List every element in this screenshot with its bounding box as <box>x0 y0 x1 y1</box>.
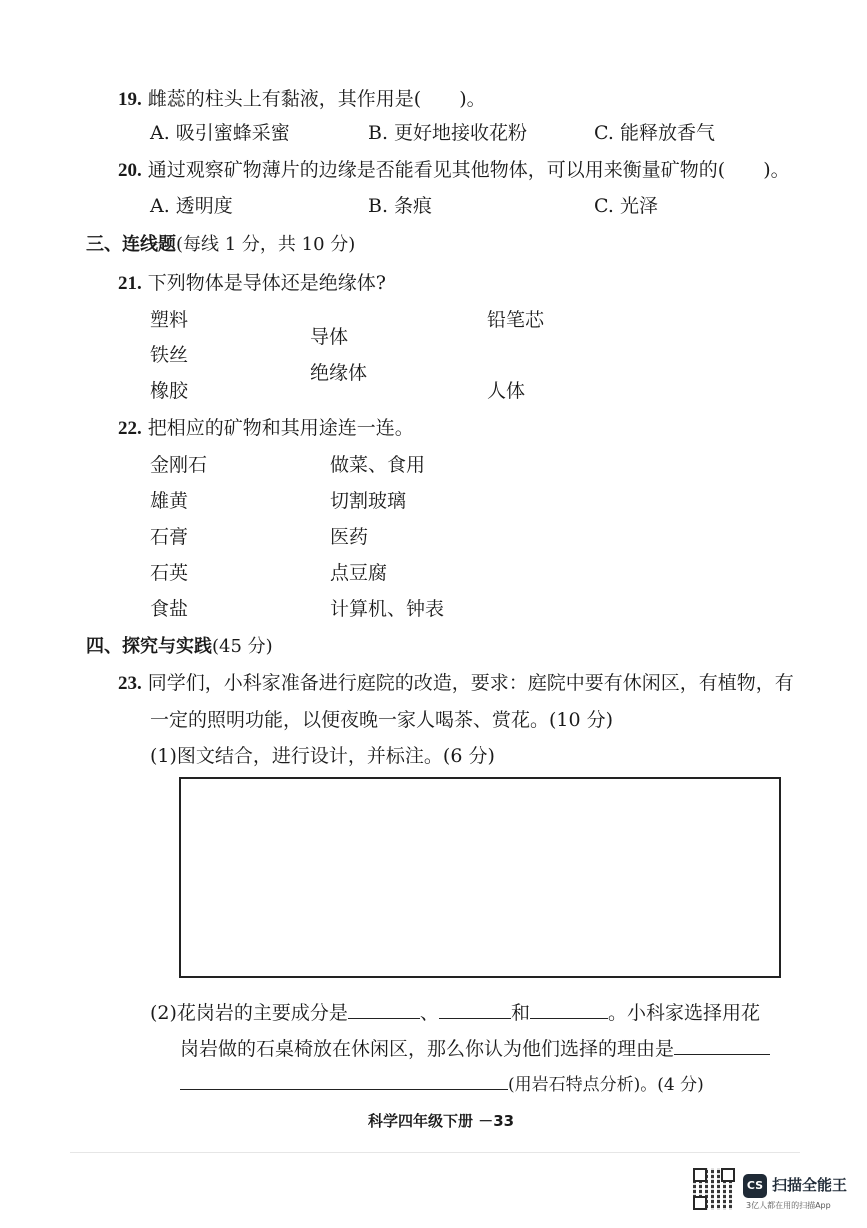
design-drawing-area[interactable] <box>179 777 781 978</box>
answer-blank-1[interactable] <box>348 1000 420 1019</box>
section-3-heading <box>86 230 355 256</box>
mineral-item: 食盐 <box>150 598 189 620</box>
footer-divider <box>70 1152 800 1153</box>
mineral-item: 石膏 <box>150 526 189 548</box>
and-text: 和 <box>510 1002 530 1024</box>
section-note: (每线 1 分，共 10 分) <box>176 234 356 255</box>
question-number: 21. <box>118 273 142 294</box>
question-stem-line2: 一定的照明功能，以便夜晚一家人喝茶、赏花。(10 分) <box>150 709 614 731</box>
sub-question-2-reason-text: 岗岩做的石桌椅放在休闲区，那么你认为他们选择的理由是 <box>180 1038 675 1060</box>
sub-question-2-text: (2)花岗岩的主要成分是 <box>150 1002 348 1024</box>
option-a: A. 透明度 <box>150 195 233 217</box>
question-number: 22. <box>118 418 142 439</box>
answer-blank-4[interactable] <box>674 1036 770 1055</box>
use-item: 切割玻璃 <box>330 490 407 512</box>
match-right-item: 人体 <box>487 380 526 402</box>
sub-question-2-line1 <box>150 998 760 1025</box>
match-right-item: 铅笔芯 <box>487 309 545 331</box>
sub-question-2-line2 <box>180 1034 770 1061</box>
use-item: 点豆腐 <box>330 562 388 584</box>
mineral-item: 金刚石 <box>150 454 208 476</box>
question-number: 19. <box>118 89 142 110</box>
option-c: C. 光泽 <box>594 195 658 217</box>
question-stem-line1: 同学们，小科家准备进行庭院的改造，要求：庭院中要有休闲区，有植物，有 <box>147 672 794 694</box>
mineral-item: 石英 <box>150 562 189 584</box>
watermark-subtitle: 3亿人都在用的扫描App <box>746 1201 831 1210</box>
match-middle-item: 导体 <box>310 326 349 348</box>
answer-blank-3[interactable] <box>530 1000 608 1019</box>
qr-code-icon <box>693 1168 735 1210</box>
question-21 <box>118 268 386 295</box>
match-middle-item: 绝缘体 <box>310 362 368 384</box>
sub-question-2-text-cont: 。小科家选择用花 <box>607 1002 760 1024</box>
question-stem: 通过观察矿物薄片的边缘是否能看见其他物体，可以用来衡量矿物的( )。 <box>147 159 790 181</box>
use-item: 计算机、钟表 <box>330 598 445 620</box>
watermark-brand: 扫描全能王 <box>772 1176 848 1194</box>
match-left-item: 塑料 <box>150 309 189 331</box>
section-title: 四、探究与实践 <box>86 636 212 657</box>
question-stem: 雌蕊的柱头上有黏液，其作用是( )。 <box>147 88 486 110</box>
option-c: C. 能释放香气 <box>594 122 715 144</box>
question-23 <box>118 668 794 695</box>
mineral-item: 雄黄 <box>150 490 189 512</box>
use-item: 做菜、食用 <box>330 454 426 476</box>
question-stem: 下列物体是导体还是绝缘体? <box>147 272 386 294</box>
section-title: 三、连线题 <box>86 234 176 255</box>
sub-question-2-line3 <box>180 1070 704 1095</box>
use-item: 医药 <box>330 526 369 548</box>
camscanner-logo-icon: CS <box>743 1174 767 1198</box>
question-22 <box>118 413 414 440</box>
question-19 <box>118 84 486 111</box>
option-b: B. 条痕 <box>368 195 433 217</box>
sub-question-1: (1)图文结合，进行设计，并标注。(6 分) <box>150 745 495 767</box>
question-stem: 把相应的矿物和其用途连一连。 <box>147 417 414 439</box>
option-b: B. 更好地接收花粉 <box>368 122 528 144</box>
section-4-heading <box>86 632 273 658</box>
question-number: 23. <box>118 673 142 694</box>
question-number: 20. <box>118 160 142 181</box>
option-a: A. 吸引蜜蜂采蜜 <box>150 122 290 144</box>
sub-question-2-note: (用岩石特点分析)。(4 分) <box>508 1075 704 1095</box>
match-left-item: 铁丝 <box>150 344 189 366</box>
section-note: (45 分) <box>212 636 273 657</box>
answer-blank-5[interactable] <box>180 1071 508 1090</box>
answer-blank-2[interactable] <box>439 1000 511 1019</box>
separator-text: 、 <box>419 1002 439 1024</box>
question-20 <box>118 155 790 182</box>
page-footer: 科学四年级下册 －33 <box>368 1112 515 1130</box>
match-left-item: 橡胶 <box>150 380 189 402</box>
